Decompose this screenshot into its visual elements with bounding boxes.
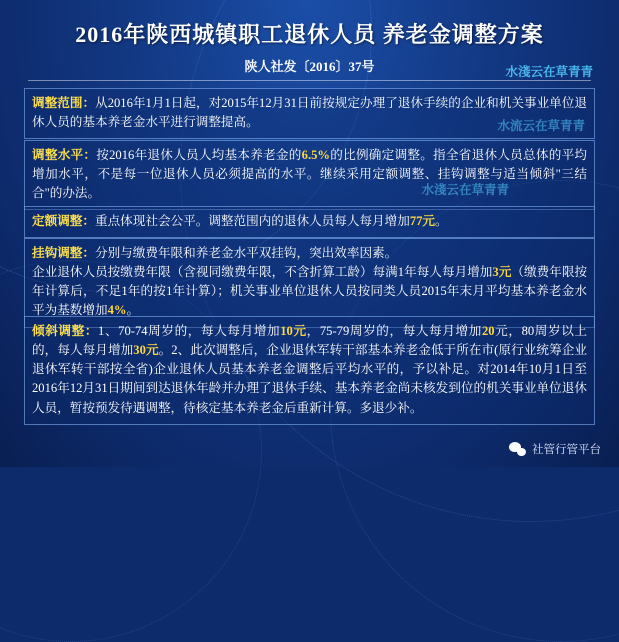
- highlight-value: 10元: [280, 324, 307, 338]
- section-tilt-adjustment: [24, 316, 595, 425]
- section-label: 定额调整：: [32, 214, 95, 228]
- section-text: 。: [126, 303, 140, 318]
- section-text: 。2、此次调整后，企业退休军转干部基本养老金低于所在市(原行业统筹企业退休军转干部按全省)企业退休人员基本养老金调整后平均水平的，予以补足。对2014年10月1日至2016年12月31日期间到达退休年龄并办理了退休手续、基本养老金尚未核发到位的机关事业单位退休人员，暂按预发待遇调整，待核定基本养老金后重新计算。多退少补。: [32, 343, 588, 415]
- highlight-value: 6.5%: [301, 148, 330, 162]
- title-divider: [28, 80, 591, 81]
- section-text: 企业退休人员按缴费年限（含视同缴费年限，不含折算工龄）每满1年每人每月增加: [32, 265, 493, 280]
- watermark-text: 水淺云在草青青: [505, 65, 593, 79]
- section-fixed-amount: [24, 206, 595, 238]
- section-label: 调整范围：: [32, 96, 96, 110]
- highlight-value: 4%: [107, 303, 127, 318]
- section-linked-adjustment: [24, 238, 595, 328]
- watermark-text: 水流云在草青青: [497, 119, 585, 133]
- section-text: 元，80周岁以上的，每人每月增加: [32, 324, 588, 358]
- section-text: 分别与缴费年限和养老金水平双挂钩，突出效率因素。: [94, 246, 398, 260]
- section-text: ，75-79周岁的，每人每月增加: [306, 324, 482, 338]
- document-number: 陕人社发〔2016〕37号: [244, 59, 375, 74]
- section-text: 从2016年1月1日起，对2015年12月31日前按规定办理了退休手续的企业和机关事业单位退休人员的基本养老金水平进行调整提高。: [32, 96, 588, 130]
- footer-brand: [509, 441, 601, 457]
- section-label: 倾斜调整：: [32, 324, 99, 338]
- section-scope: [24, 88, 595, 139]
- section-text: 1、70-74周岁的，每人每月增加: [98, 324, 281, 338]
- section-text: 重点体现社会公平。调整范围内的退休人员每人每月增加: [94, 214, 410, 228]
- watermark-text: 水淺云在草青青: [421, 183, 509, 197]
- highlight-value: 77元: [409, 214, 435, 228]
- section-label: 挂钩调整：: [32, 246, 95, 260]
- section-text: （缴费年限按年计算后，不足1年的按1年计算）；机关事业单位退休人员按同类人员2015年末月平均基本养老金水平为基数增加: [32, 265, 588, 318]
- section-label: 调整水平：: [32, 148, 97, 162]
- highlight-value: 3元: [492, 265, 512, 280]
- section-level: [24, 140, 595, 210]
- section-text: 按2016年退休人员人均基本养老金的: [96, 148, 302, 162]
- page-title: 2016年陕西城镇职工退休人员 养老金调整方案: [75, 22, 544, 47]
- highlight-value: 30元: [133, 343, 159, 358]
- section-text: 的比例确定调整。指全省退休人员总体的平均增加水平，不是每一位退休人员必须提高的水平。继续采用定额调整、挂钩调整与适当倾斜"三结合"的办法。: [32, 148, 588, 201]
- section-text: 。: [435, 214, 448, 228]
- footer-label: 社管行管平台: [532, 444, 601, 456]
- wechat-icon: [509, 442, 526, 456]
- highlight-value: 20: [481, 324, 495, 338]
